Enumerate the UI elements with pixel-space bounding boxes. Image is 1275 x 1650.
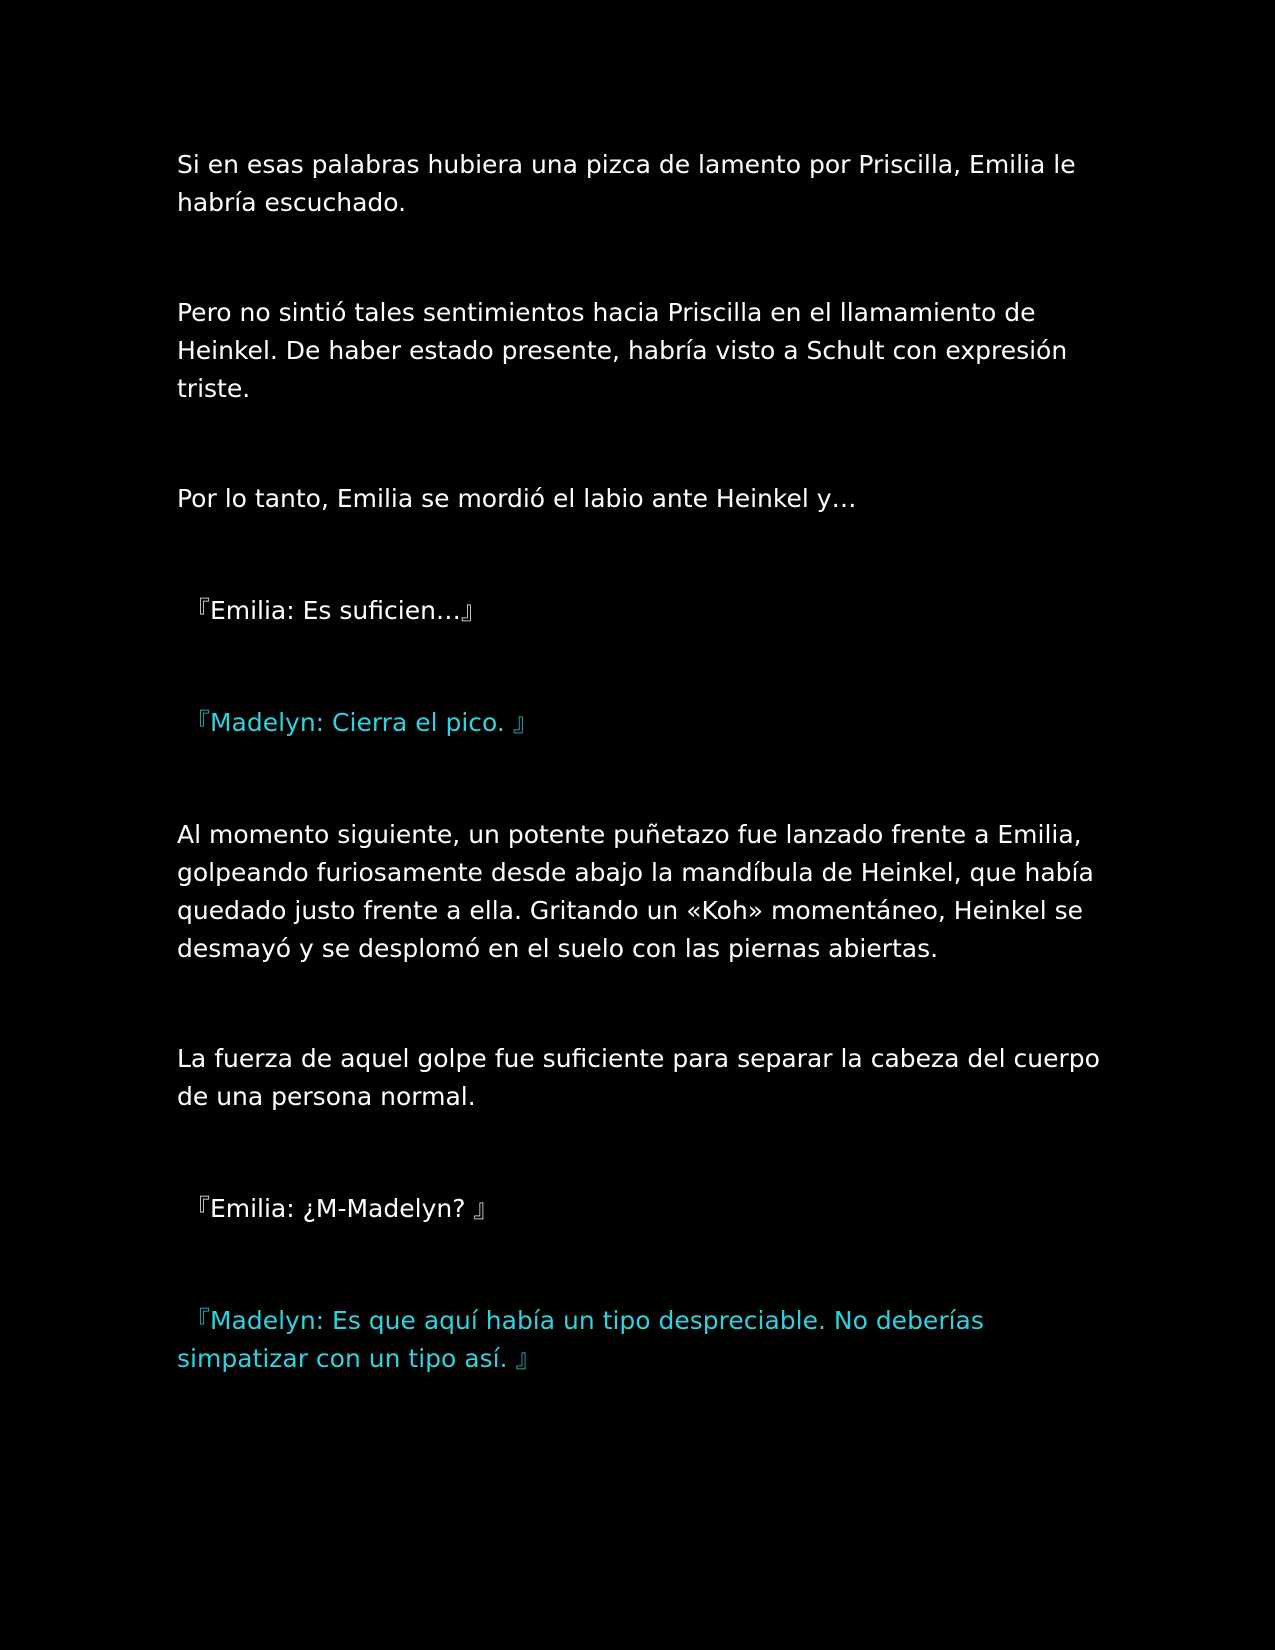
paragraph-narration: Al momento siguiente, un potente puñetazo fue lanzado frente a Emilia, golpeando furiosamente desde abajo la mandíbula de Heinkel, que había quedado justo frente a ella. Gritando un «Koh» momentáneo, Heinkel se desmayó y se desplomó en el suelo con las piernas abiertas. [177,820,1094,963]
dialogue-madelyn: 『Madelyn: Es que aquí había un tipo despreciable. No deberías simpatizar con un tipo así. 』 [177,1306,984,1373]
paragraph-gap [177,1116,1107,1190]
paragraph-narration: Por lo tanto, Emilia se mordió el labio ante Heinkel y… [177,484,857,513]
paragraph-gap [177,518,1107,592]
paragraph-gap [177,222,1107,294]
paragraph-gap [177,408,1107,480]
paragraph-narration: La fuerza de aquel golpe fue suficiente para separar la cabeza del cuerpo de una persona normal. [177,1044,1100,1111]
paragraph-narration: Si en esas palabras hubiera una pizca de lamento por Priscilla, Emilia le habría escuchado. [177,150,1076,217]
paragraph-gap [177,630,1107,704]
paragraph-gap [177,1228,1107,1302]
dialogue-emilia: 『Emilia: ¿M-Madelyn? 』 [177,1194,499,1223]
dialogue-madelyn: 『Madelyn: Cierra el pico. 』 [177,708,538,737]
paragraph-gap [177,968,1107,1040]
document-page [177,146,1107,1378]
paragraph-gap [177,742,1107,816]
dialogue-emilia: 『Emilia: Es suficien…』 [177,596,486,625]
paragraph-narration: Pero no sintió tales sentimientos hacia Priscilla en el llamamiento de Heinkel. De haber estado presente, habría visto a Schult con expresión triste. [177,298,1068,403]
